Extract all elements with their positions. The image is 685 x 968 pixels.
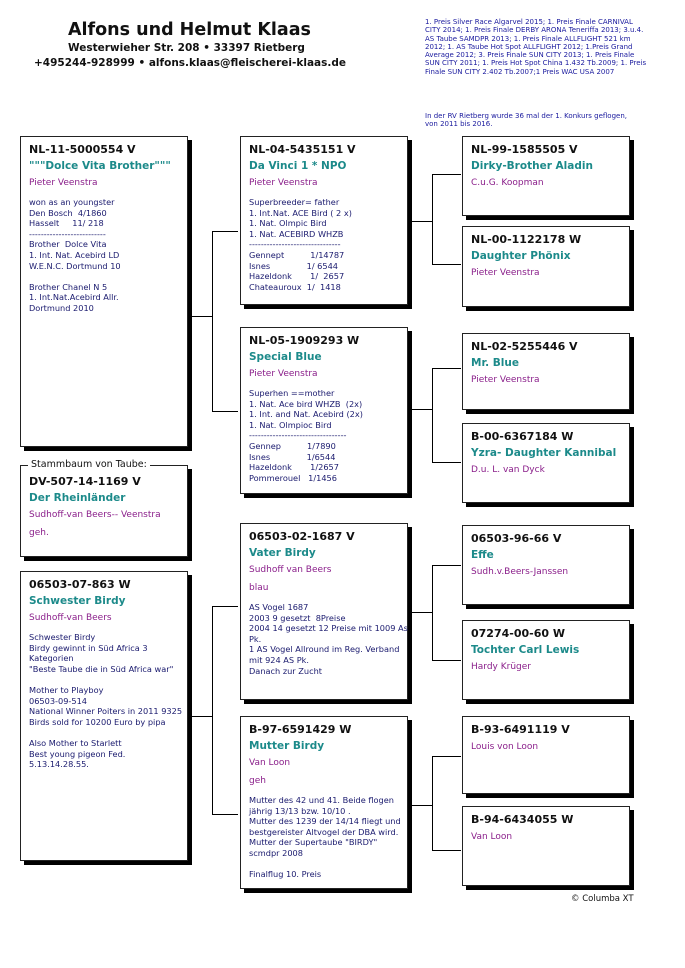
pedigree-info — [249, 388, 399, 483]
info-line: Gennept 1/14787 — [249, 249, 345, 260]
connector-line — [212, 606, 238, 607]
pedigree-info — [249, 197, 399, 292]
info-line: Mutter des 42 und 41. Beide flogen — [249, 795, 394, 805]
ancestor-card-mmm — [462, 806, 630, 886]
color-note: geh — [249, 776, 266, 786]
ring-number: NL-05-1909293 W — [249, 334, 360, 347]
ancestor-card-mff — [462, 525, 630, 605]
ring-number: NL-04-5435151 V — [249, 143, 356, 156]
connector-line — [432, 264, 461, 265]
info-line: mit 924 AS Pk. — [249, 654, 309, 665]
breeder-name: D.u. L. van Dyck — [471, 465, 545, 475]
ring-number: B-93-6491119 V — [471, 723, 570, 736]
info-line — [249, 859, 399, 870]
color-note: geh. — [29, 528, 49, 538]
info-line: W.E.N.C. Dortmund 10 — [29, 260, 121, 271]
pigeon-name: Daughter Phönix — [471, 250, 571, 262]
info-line: Birdy gewinnt in Süd Africa 3 — [29, 642, 148, 653]
connector-line — [432, 174, 461, 175]
ancestor-card-fmf — [462, 333, 630, 410]
grandfather-paternal-card — [240, 136, 408, 305]
connector-line — [432, 850, 461, 851]
connector-line — [432, 174, 433, 265]
pigeon-name: """Dolce Vita Brother""" — [29, 160, 171, 172]
info-line: 1. Int. and Nat. Acebird (2x) — [249, 409, 363, 420]
breeder-name: Van Loon — [471, 832, 513, 842]
info-line: Pommerouel 1/1456 — [249, 472, 337, 483]
header-achievements: 1. Preis Silver Race Algarvel 2015; 1. Preis Finale CARNIVAL CITY 2014; 1. Preis Finale DERBY ARONA Teneriffa 2013; 3.u.4. AS Taube SAMDPR 2013; 1. Preis Finale ALLFLIGHT 521 km 2012; 1. AS Taube Hot Spot ALLFLIGHT 2012; 1.Preis Grand Average 2012; 3. Preis Finale SUN CITY 2013; 1. Preis Finale SUN CITY 2011; 1. Preis Hot Spot China 1.432 Tb.2009; 1. Preis Finale SUN CITY 2.402 Tb.2007;1 Preis WAC USA 2007 — [425, 18, 647, 76]
color-note: blau — [249, 583, 269, 593]
breeder-name: Sudhoff-van Beers — [29, 613, 112, 623]
breeder-name: Sudhoff van Beers — [249, 565, 332, 575]
connector-line — [432, 756, 461, 757]
info-line: -------------------------- — [29, 228, 106, 239]
connector-line — [432, 756, 433, 851]
ring-number: B-97-6591429 W — [249, 723, 352, 736]
info-line: 1 AS Vogel Allround im Reg. Verband — [249, 644, 400, 655]
info-line: Kategorien — [29, 653, 74, 664]
info-line: 06503-09-514 — [29, 695, 88, 706]
grandmother-paternal-card — [240, 327, 408, 494]
ring-number: 06503-07-863 W — [29, 578, 131, 591]
pigeon-name: Yzra- Daughter Kannibal — [471, 447, 617, 459]
ring-number: B-00-6367184 W — [471, 430, 574, 443]
pigeon-name: Der Rheinländer — [29, 492, 126, 504]
connector-line — [432, 565, 461, 566]
info-line: 1. Nat. ACEBIRD WHZB — [249, 228, 344, 239]
pigeon-name: Effe — [471, 549, 494, 561]
connector-line — [212, 411, 238, 412]
info-line: Birds sold for 10200 Euro by pipa — [29, 716, 166, 727]
info-line: Mutter des 1239 der 14/14 fliegt und — [249, 816, 401, 827]
ring-number: 06503-96-66 V — [471, 532, 562, 545]
info-line: Mutter der Supertaube "BIRDY" — [249, 837, 378, 848]
ring-number: NL-11-5000554 V — [29, 143, 136, 156]
info-line: Danach zur Zucht — [249, 665, 322, 676]
info-line: --------------------------------- — [249, 430, 347, 441]
info-line: Finalflug 10. Preis — [249, 869, 322, 880]
info-line: National Winner Poiters in 2011 9325 — [29, 706, 183, 717]
info-line: 1. Nat. Olmpioc Bird — [249, 419, 332, 430]
connector-line — [432, 462, 461, 463]
ring-number: NL-99-1585505 V — [471, 143, 578, 156]
info-line: Den Bosch 4/1860 — [29, 207, 107, 218]
ancestor-card-mfm — [462, 620, 630, 700]
info-line: Hazeldonk 1/ 2657 — [249, 271, 345, 282]
info-line: 1. Nat. Olmpic Bird — [249, 218, 327, 229]
info-line: 5.13.14.28.55. — [29, 759, 89, 770]
info-line: "Beste Taube die in Süd Africa war" — [29, 663, 174, 674]
info-line: Dortmund 2010 — [29, 302, 94, 313]
breeder-name: Pieter Veenstra — [471, 375, 540, 385]
pigeon-name: Mutter Birdy — [249, 740, 325, 752]
copyright-footer: © Columba XT — [571, 894, 634, 904]
breeder-name: Hardy Krüger — [471, 662, 531, 672]
ancestor-card-fmm — [462, 423, 630, 503]
info-line: 1. Nat. Ace bird WHZB (2x) — [249, 398, 363, 409]
breeder-name: Pieter Veenstra — [29, 178, 98, 188]
header-address: Westerwieher Str. 208 • 33397 Rietberg — [68, 42, 305, 54]
breeder-name: Sudhoff-van Beers-- Veenstra — [29, 510, 161, 520]
info-line: Also Mother to Starlett — [29, 737, 122, 748]
breeder-name: Pieter Veenstra — [471, 268, 540, 278]
ring-number: NL-02-5255446 V — [471, 340, 578, 353]
header-contact: +495244-928999 • alfons.klaas@fleischerei-klaas.de — [34, 57, 346, 69]
grandfather-maternal-card — [240, 523, 408, 700]
connector-line — [407, 612, 433, 613]
info-line — [29, 271, 179, 282]
connector-line — [212, 231, 213, 412]
breeder-name: Sudh.v.Beers-Janssen — [471, 567, 569, 577]
info-line: 1. Int.Nat. ACE Bird ( 2 x) — [249, 207, 352, 218]
grandmother-maternal-card — [240, 716, 408, 889]
ancestor-card-ffm — [462, 226, 630, 307]
info-line: jährig 13/13 bzw. 10/10 . — [249, 805, 351, 816]
pigeon-name: Vater Birdy — [249, 547, 316, 559]
info-line: Chateauroux 1/ 1418 — [249, 281, 341, 292]
connector-line — [187, 316, 213, 317]
breeder-name: C.u.G. Koopman — [471, 178, 544, 188]
pigeon-name: Mr. Blue — [471, 357, 519, 369]
info-line: Mother to Playboy — [29, 684, 104, 695]
connector-line — [407, 805, 433, 806]
info-line: Pk. — [249, 633, 262, 644]
ancestor-card-fff — [462, 136, 630, 216]
info-line: Superbreeder= father — [249, 197, 340, 207]
ring-number: DV-507-14-1169 V — [29, 475, 141, 488]
info-line: 2003 9 gesetzt 8Preise — [249, 612, 346, 623]
ring-number: B-94-6434055 W — [471, 813, 574, 826]
breeder-name: Pieter Veenstra — [249, 369, 318, 379]
info-line: Best young pigeon Fed. — [29, 748, 126, 759]
info-line: 2004 14 gesetzt 12 Preise mit 1009 As — [249, 623, 408, 634]
subject-card — [20, 465, 188, 557]
info-line: Brother Chanel N 5 — [29, 281, 108, 292]
header-konkurs: In der RV Rietberg wurde 36 mal der 1. Konkurs geflogen, von 2011 bis 2016. — [425, 112, 628, 129]
connector-line — [407, 221, 433, 222]
ring-number: 07274-00-60 W — [471, 627, 565, 640]
info-line: 1. Int.Nat.Acebird Allr. — [29, 292, 119, 303]
pigeon-name: Tochter Carl Lewis — [471, 644, 580, 656]
ring-number: NL-00-1122178 W — [471, 233, 582, 246]
info-line — [29, 674, 179, 685]
pedigree-info — [29, 632, 183, 770]
info-line: Hazeldonk 1/2657 — [249, 462, 339, 473]
info-line — [29, 727, 179, 738]
header-title: Alfons und Helmut Klaas — [68, 20, 311, 40]
info-line: Gennep 1/7890 — [249, 440, 336, 451]
mother-card — [20, 571, 188, 861]
info-line: won as an youngster — [29, 197, 115, 207]
info-line: AS Vogel 1687 — [249, 602, 309, 612]
info-line: scmdpr 2008 — [249, 847, 303, 858]
ancestor-card-mmf — [462, 716, 630, 794]
father-card — [20, 136, 188, 447]
info-line: Isnes 1/ 6544 — [249, 260, 339, 271]
pedigree-info — [249, 795, 399, 880]
connector-line — [407, 409, 433, 410]
connector-line — [432, 660, 461, 661]
connector-line — [432, 368, 461, 369]
info-line: Hasselt 11/ 218 — [29, 218, 104, 229]
ring-number: 06503-02-1687 V — [249, 530, 355, 543]
connector-line — [432, 368, 433, 463]
connector-line — [187, 716, 213, 717]
breeder-name: Louis von Loon — [471, 742, 539, 752]
info-line: Schwester Birdy — [29, 632, 96, 642]
breeder-name: Van Loon — [249, 758, 291, 768]
connector-line — [212, 231, 238, 232]
pigeon-name: Special Blue — [249, 351, 322, 363]
info-line: Brother Dolce Vita — [29, 239, 107, 250]
info-line: 1. Int. Nat. Acebird LD — [29, 249, 120, 260]
breeder-name: Pieter Veenstra — [249, 178, 318, 188]
info-line: Isnes 1/6544 — [249, 451, 336, 462]
info-line: bestgereister Altvogel der DBA wird. — [249, 826, 399, 837]
connector-line — [212, 606, 213, 815]
pedigree-info — [249, 602, 408, 676]
connector-line — [432, 565, 433, 661]
info-line: Superhen ==mother — [249, 388, 335, 398]
pigeon-name: Dirky-Brother Aladin — [471, 160, 593, 172]
pedigree-info — [29, 197, 179, 314]
pedigree-label: Stammbaum von Taube: — [28, 459, 150, 470]
info-line: ------------------------------- — [249, 239, 341, 250]
connector-line — [212, 814, 238, 815]
pigeon-name: Schwester Birdy — [29, 595, 126, 607]
pigeon-name: Da Vinci 1 * NPO — [249, 160, 347, 172]
